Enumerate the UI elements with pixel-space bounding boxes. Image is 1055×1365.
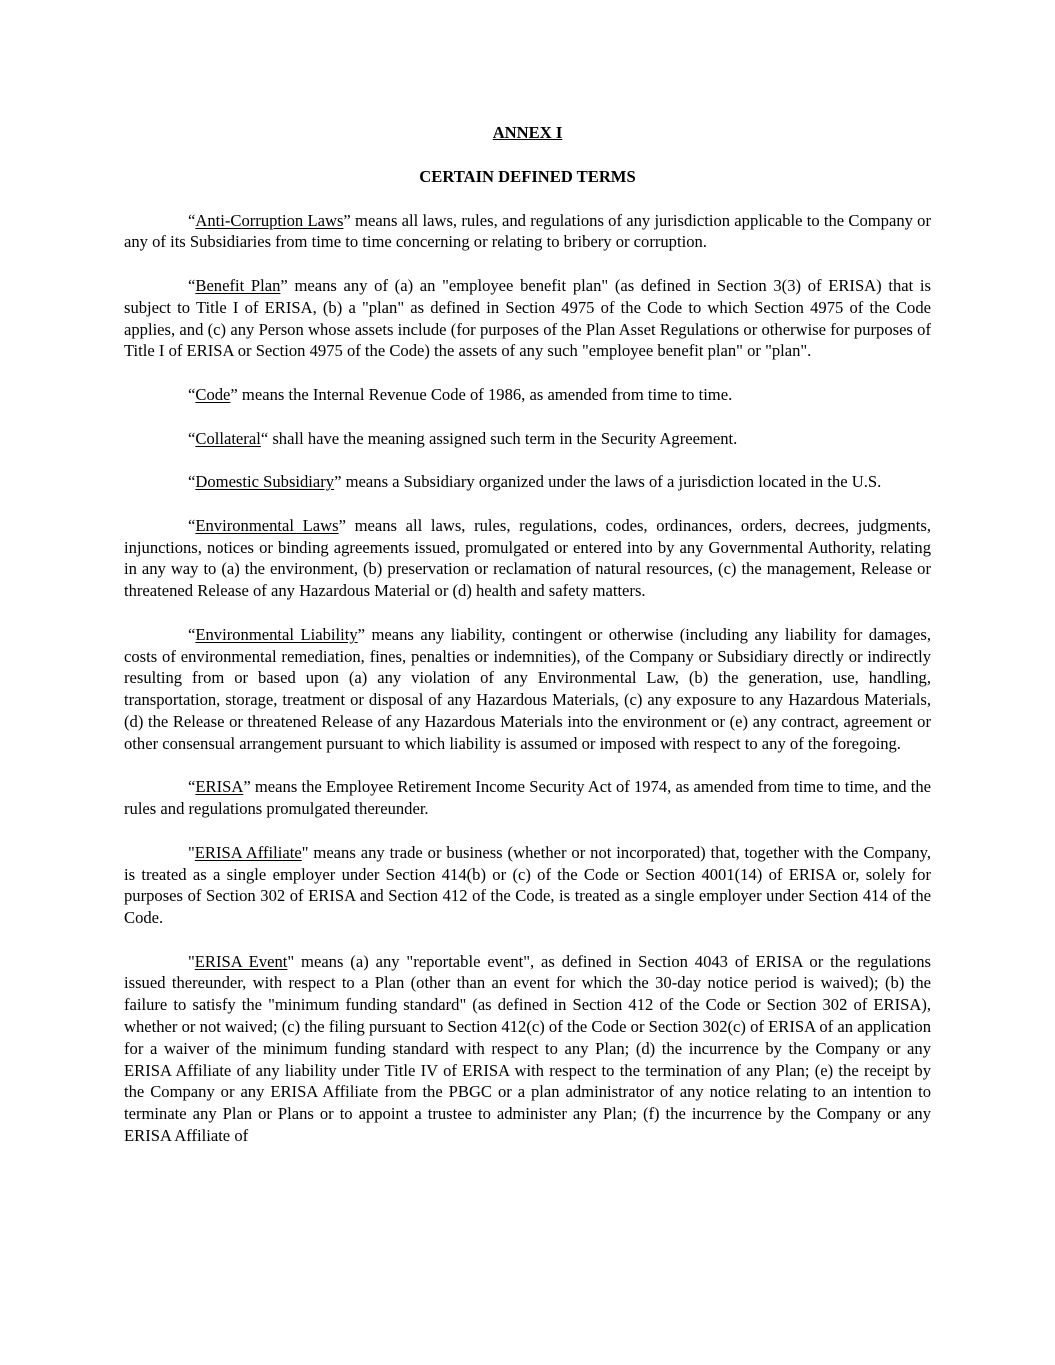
annex-title: ANNEX I xyxy=(492,123,563,142)
definition-text: means (a) any "reportable event", as defined in Section 4043 of ERISA or the regulations issued thereunder, with respect to a Plan (other than an event for which the 30-day notice period is waived); (b) the failure to satisfy the "minimum funding standard" (as defined in Section 412 of the Code or Section 302 of ERISA), whether or not waived; (c) the filing pursuant to Section 412(c) of the Code or Section 302(c) of ERISA of an application for a waiver of the minimum funding standard with respect to any Plan; (d) the incurrence by the Company or any ERISA Affiliate of any liability under Title IV of ERISA with respect to the termination of any Plan; (e) the receipt by the Company or any ERISA Affiliate from the PBGC or a plan administrator of any notice relating to an intention to terminate any Plan or Plans or to appoint a trustee to administer any Plan; (f) the incurrence by the Company or any ERISA Affiliate of xyxy=(124,951,931,1146)
definition-paragraph xyxy=(124,428,931,450)
definition-paragraph xyxy=(124,515,931,602)
open-quote: “ xyxy=(188,624,196,644)
definition-text: means the Employee Retirement Income Security Act of 1974, as amended from time to time, and the rules and regulations promulgated thereunder. xyxy=(124,777,931,819)
defined-term: ERISA Event xyxy=(194,951,288,971)
close-quote: ” xyxy=(243,777,251,797)
definition-text: means all laws, rules, and regulations of any jurisdiction applicable to the Company or any of its Subsidiaries from time to time concerning or relating to bribery or corruption. xyxy=(124,210,931,252)
defined-term: ERISA xyxy=(195,777,244,797)
open-quote: “ xyxy=(188,515,196,535)
definition-text: means all laws, rules, regulations, codes, ordinances, orders, decrees, judgments, injunctions, notices or binding agreements issued, promulgated or entered into by any Governmental Authority, relating in any way to (a) the environment, (b) preservation or reclamation of natural resources, (c) the management, Release or threatened Release of any Hazardous Material or (d) health and safety matters. xyxy=(124,515,931,601)
definition-paragraph xyxy=(124,842,931,929)
close-quote: ” xyxy=(334,472,342,492)
close-quote: ” xyxy=(343,210,351,230)
defined-term: Environmental Liability xyxy=(195,624,358,644)
definition-text: means any trade or business (whether or not incorporated) that, together with the Company, is treated as a single employer under Section 414(b) or (c) of the Code or Section 4001(14) of ERISA or, solely for purposes of Section 302 of ERISA and Section 412 of the Code, is treated as a single employer under Section 414 of the Code. xyxy=(124,842,932,928)
definition-text: means a Subsidiary organized under the laws of a jurisdiction located in the U.S. xyxy=(341,472,882,492)
definition-text: means any of (a) an "employee benefit plan" (as defined in Section 3(3) of ERISA) that is subject to Title I of ERISA, (b) a "plan" as defined in Section 4975 of the Code to which Section 4975 of the Code applies, and (c) any Person whose assets include (for purposes of the Plan Asset Regulations or otherwise for purposes of Title I of ERISA or Section 4975 of the Code) the assets of any such "employee benefit plan" or "plan". xyxy=(124,275,931,361)
defined-term: Collateral xyxy=(195,428,261,448)
definition-paragraph xyxy=(124,471,931,493)
open-quote: “ xyxy=(188,210,196,230)
close-quote: " xyxy=(301,842,309,862)
document-page xyxy=(124,122,931,1169)
close-quote: ” xyxy=(357,624,365,644)
definition-text: means the Internal Revenue Code of 1986, as amended from time to time. xyxy=(237,384,733,404)
close-quote: ” xyxy=(338,515,346,535)
defined-term: Environmental Laws xyxy=(195,515,339,535)
open-quote: “ xyxy=(188,777,196,797)
open-quote: “ xyxy=(188,384,196,404)
close-quote: “ xyxy=(260,428,269,448)
defined-term: Anti-Corruption Laws xyxy=(195,210,344,230)
open-quote: “ xyxy=(188,428,196,448)
definitions-list xyxy=(124,210,931,1147)
definition-text: shall have the meaning assigned such term in the Security Agreement. xyxy=(268,428,738,448)
close-quote: ” xyxy=(280,275,288,295)
definition-paragraph xyxy=(124,951,931,1147)
defined-term: Domestic Subsidiary xyxy=(195,472,335,492)
open-quote: “ xyxy=(188,472,196,492)
definition-paragraph xyxy=(124,275,931,362)
defined-term: Benefit Plan xyxy=(195,275,281,295)
open-quote: “ xyxy=(188,275,196,295)
annex-heading xyxy=(124,122,931,144)
definition-paragraph xyxy=(124,776,931,820)
open-quote: " xyxy=(188,842,195,862)
defined-term: ERISA Affiliate xyxy=(194,842,302,862)
definition-paragraph xyxy=(124,384,931,406)
section-subtitle: CERTAIN DEFINED TERMS xyxy=(419,166,636,186)
defined-term: Code xyxy=(195,384,231,404)
close-quote: ” xyxy=(230,384,238,404)
close-quote: " xyxy=(287,951,295,971)
open-quote: " xyxy=(188,951,195,971)
definition-paragraph xyxy=(124,210,931,254)
definition-paragraph xyxy=(124,624,931,755)
definition-text: means any liability, contingent or otherwise (including any liability for damages, costs of environmental remediation, fines, penalties or indemnities), of the Company or Subsidiary directly or indirectly resulting from or based upon (a) any violation of any Environmental Law, (b) the generation, use, handling, transportation, storage, treatment or disposal of any Hazardous Materials, (c) any exposure to any Hazardous Materials, (d) the Release or threatened Release of any Hazardous Materials into the environment or (e) any contract, agreement or other consensual arrangement pursuant to which liability is assumed or imposed with respect to any of the foregoing. xyxy=(124,624,931,753)
